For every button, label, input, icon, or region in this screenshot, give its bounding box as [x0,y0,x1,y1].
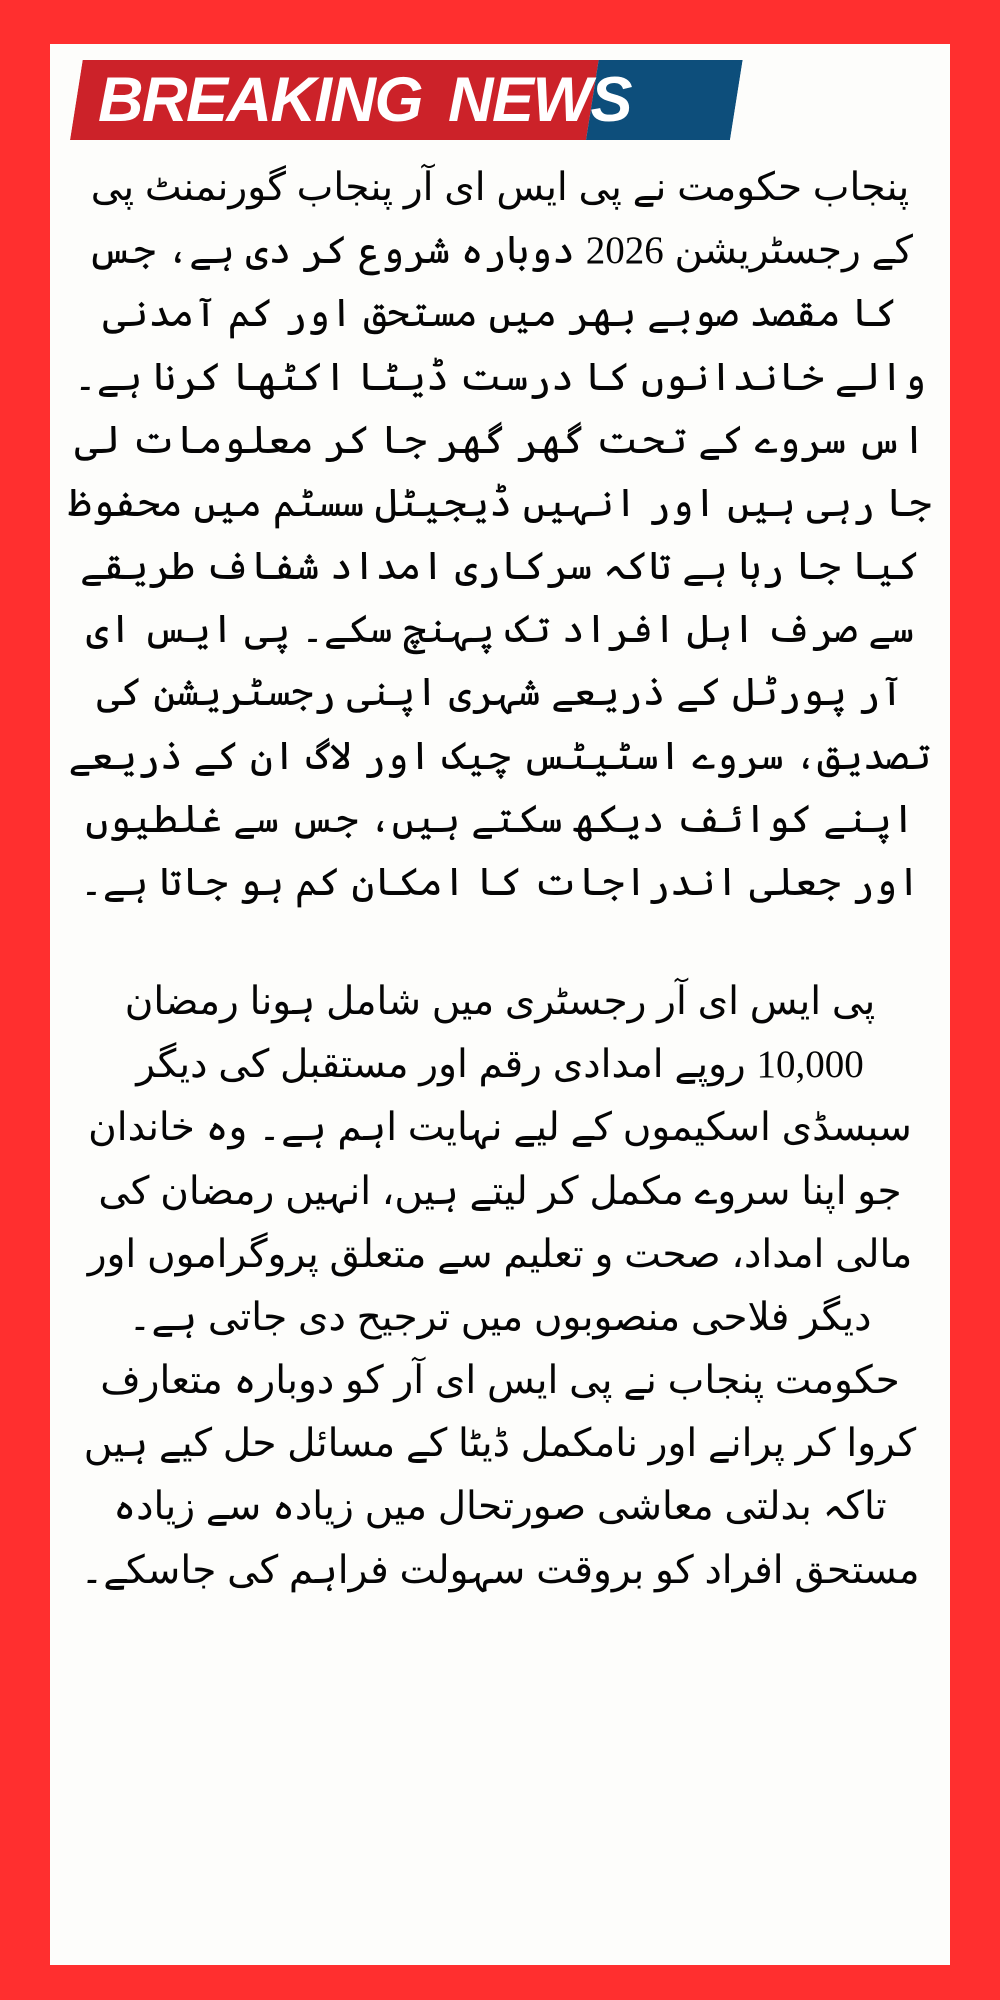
banner-red-section [70,60,599,140]
white-content-card [50,44,950,1965]
article-paragraph-2: پی ایس ای آر رجسٹری میں شامل ہونا رمضان 10,000 روپے امدادی رقم اور مستقبل کی دیگر سبسڈی اسکیموں کے لیے نہایت اہم ہے۔ وہ خاندان جو اپنا سروے مکمل کر لیتے ہیں، انہیں رمضان کی مالی امداد، صحت و تعلیم سے متعلق پروگراموں اور دیگر فلاحی منصوبوں میں ترجیح دی جاتی ہے۔ حکومت پنجاب نے پی ایس ای آر کو دوبارہ متعارف کروا کر پرانے اور نامکمل ڈیٹا کے مسائل حل کیے ہیں تاکہ بدلتی معاشی صورتحال میں زیادہ سے زیادہ مستحق افراد کو بروقت سہولت فراہم کی جاسکے۔ [80,980,920,1592]
banner-word-breaking: BREAKING [98,64,423,135]
article-body [66,156,934,1602]
banner-background [70,60,743,140]
article-paragraph-1: پنجاب حکومت نے پی ایس ای آر پنجاب گورنمنٹ پی کے رجسٹریشن 2026 دوبارہ شروع کر دی ہے، جس کا مقصد صوبے بھر میں مستحق اور کم آمدنی والے خاندانوں کا درست ڈیٹا اکٹھا کرنا ہے۔ اس سروے کے تحت گھر گھر جا کر معلومات لی جا رہی ہیں اور انہیں ڈیجیٹل سسٹم میں محفوظ کیا جا رہا ہے تاکہ سرکاری امداد شفاف طریقے سے صرف اہل افراد تک پہنچ سکے۔ پی ایس ای آر پورٹل کے ذریعے شہری اپنی رجسٹریشن کی تصدیق، سروے اسٹیٹس چیک اور لاگ ان کے ذریعے اپنے کوائف دیکھ سکتے ہیں، جس سے غلطیوں اور جعلی اندراجات کا امکان کم ہو جاتا ہے۔ [68,166,932,904]
banner-blue-section [586,60,743,140]
banner-word-news: NEWS [448,64,632,135]
breaking-news-banner [70,60,730,140]
